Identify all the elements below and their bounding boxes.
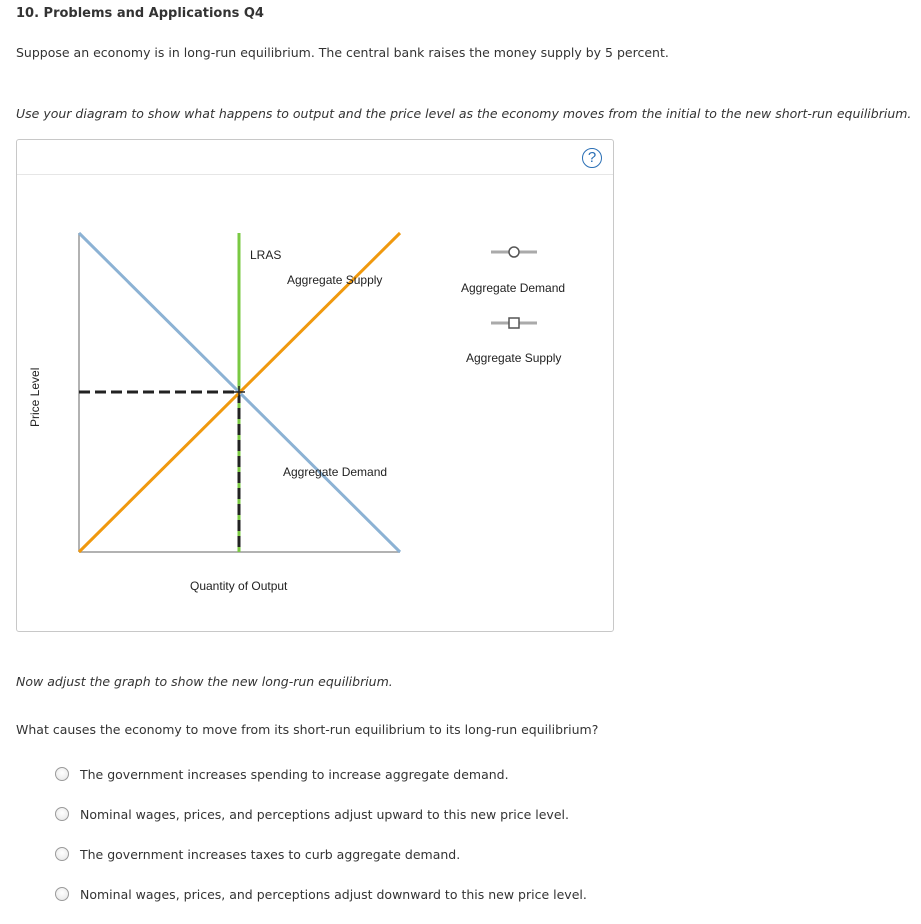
graph-instruction: Use your diagram to show what happens to output and the price level as the economy moves from the initial to the new short-run equilibrium. — [16, 106, 912, 121]
x-axis-label: Quantity of Output — [190, 579, 288, 593]
radio-button[interactable] — [55, 887, 69, 901]
question-title: 10. Problems and Applications Q4 — [16, 6, 264, 21]
question-prompt: Suppose an economy is in long-run equilibrium. The central bank raises the money supply by 5 percent. — [16, 45, 669, 60]
aggregate-demand-label: Aggregate Demand — [283, 465, 388, 479]
answer-option[interactable] — [55, 884, 587, 904]
y-axis-label: Price Level — [28, 367, 42, 427]
radio-button[interactable] — [55, 847, 69, 861]
ad-as-graph[interactable] — [17, 140, 615, 633]
answer-option-label: Nominal wages, prices, and perceptions adjust upward to this new price level. — [80, 806, 569, 822]
palette-tool-aggregate-demand[interactable] — [491, 247, 537, 257]
long-run-instruction: Now adjust the graph to show the new long-run equilibrium. — [16, 674, 393, 689]
graph-panel — [16, 139, 614, 632]
lras-label: LRAS — [250, 248, 282, 262]
answer-option-label: The government increases spending to increase aggregate demand. — [80, 766, 509, 782]
answer-option-label: Nominal wages, prices, and perceptions adjust downward to this new price level. — [80, 886, 587, 902]
answer-option[interactable] — [55, 844, 587, 864]
question-text: What causes the economy to move from its short-run equilibrium to its long-run equilibrium? — [16, 722, 599, 737]
radio-button[interactable] — [55, 767, 69, 781]
answer-options — [55, 764, 587, 924]
palette-tool-aggregate-supply[interactable] — [491, 318, 537, 328]
palette-label-aggregate-demand: Aggregate Demand — [461, 281, 566, 295]
help-icon[interactable]: ? — [582, 148, 602, 168]
answer-option[interactable] — [55, 764, 587, 784]
radio-button[interactable] — [55, 807, 69, 821]
answer-option[interactable] — [55, 804, 587, 824]
palette-label-aggregate-supply: Aggregate Supply — [466, 351, 562, 365]
answer-option-label: The government increases taxes to curb aggregate demand. — [80, 846, 461, 862]
aggregate-supply-label: Aggregate Supply — [287, 273, 383, 287]
